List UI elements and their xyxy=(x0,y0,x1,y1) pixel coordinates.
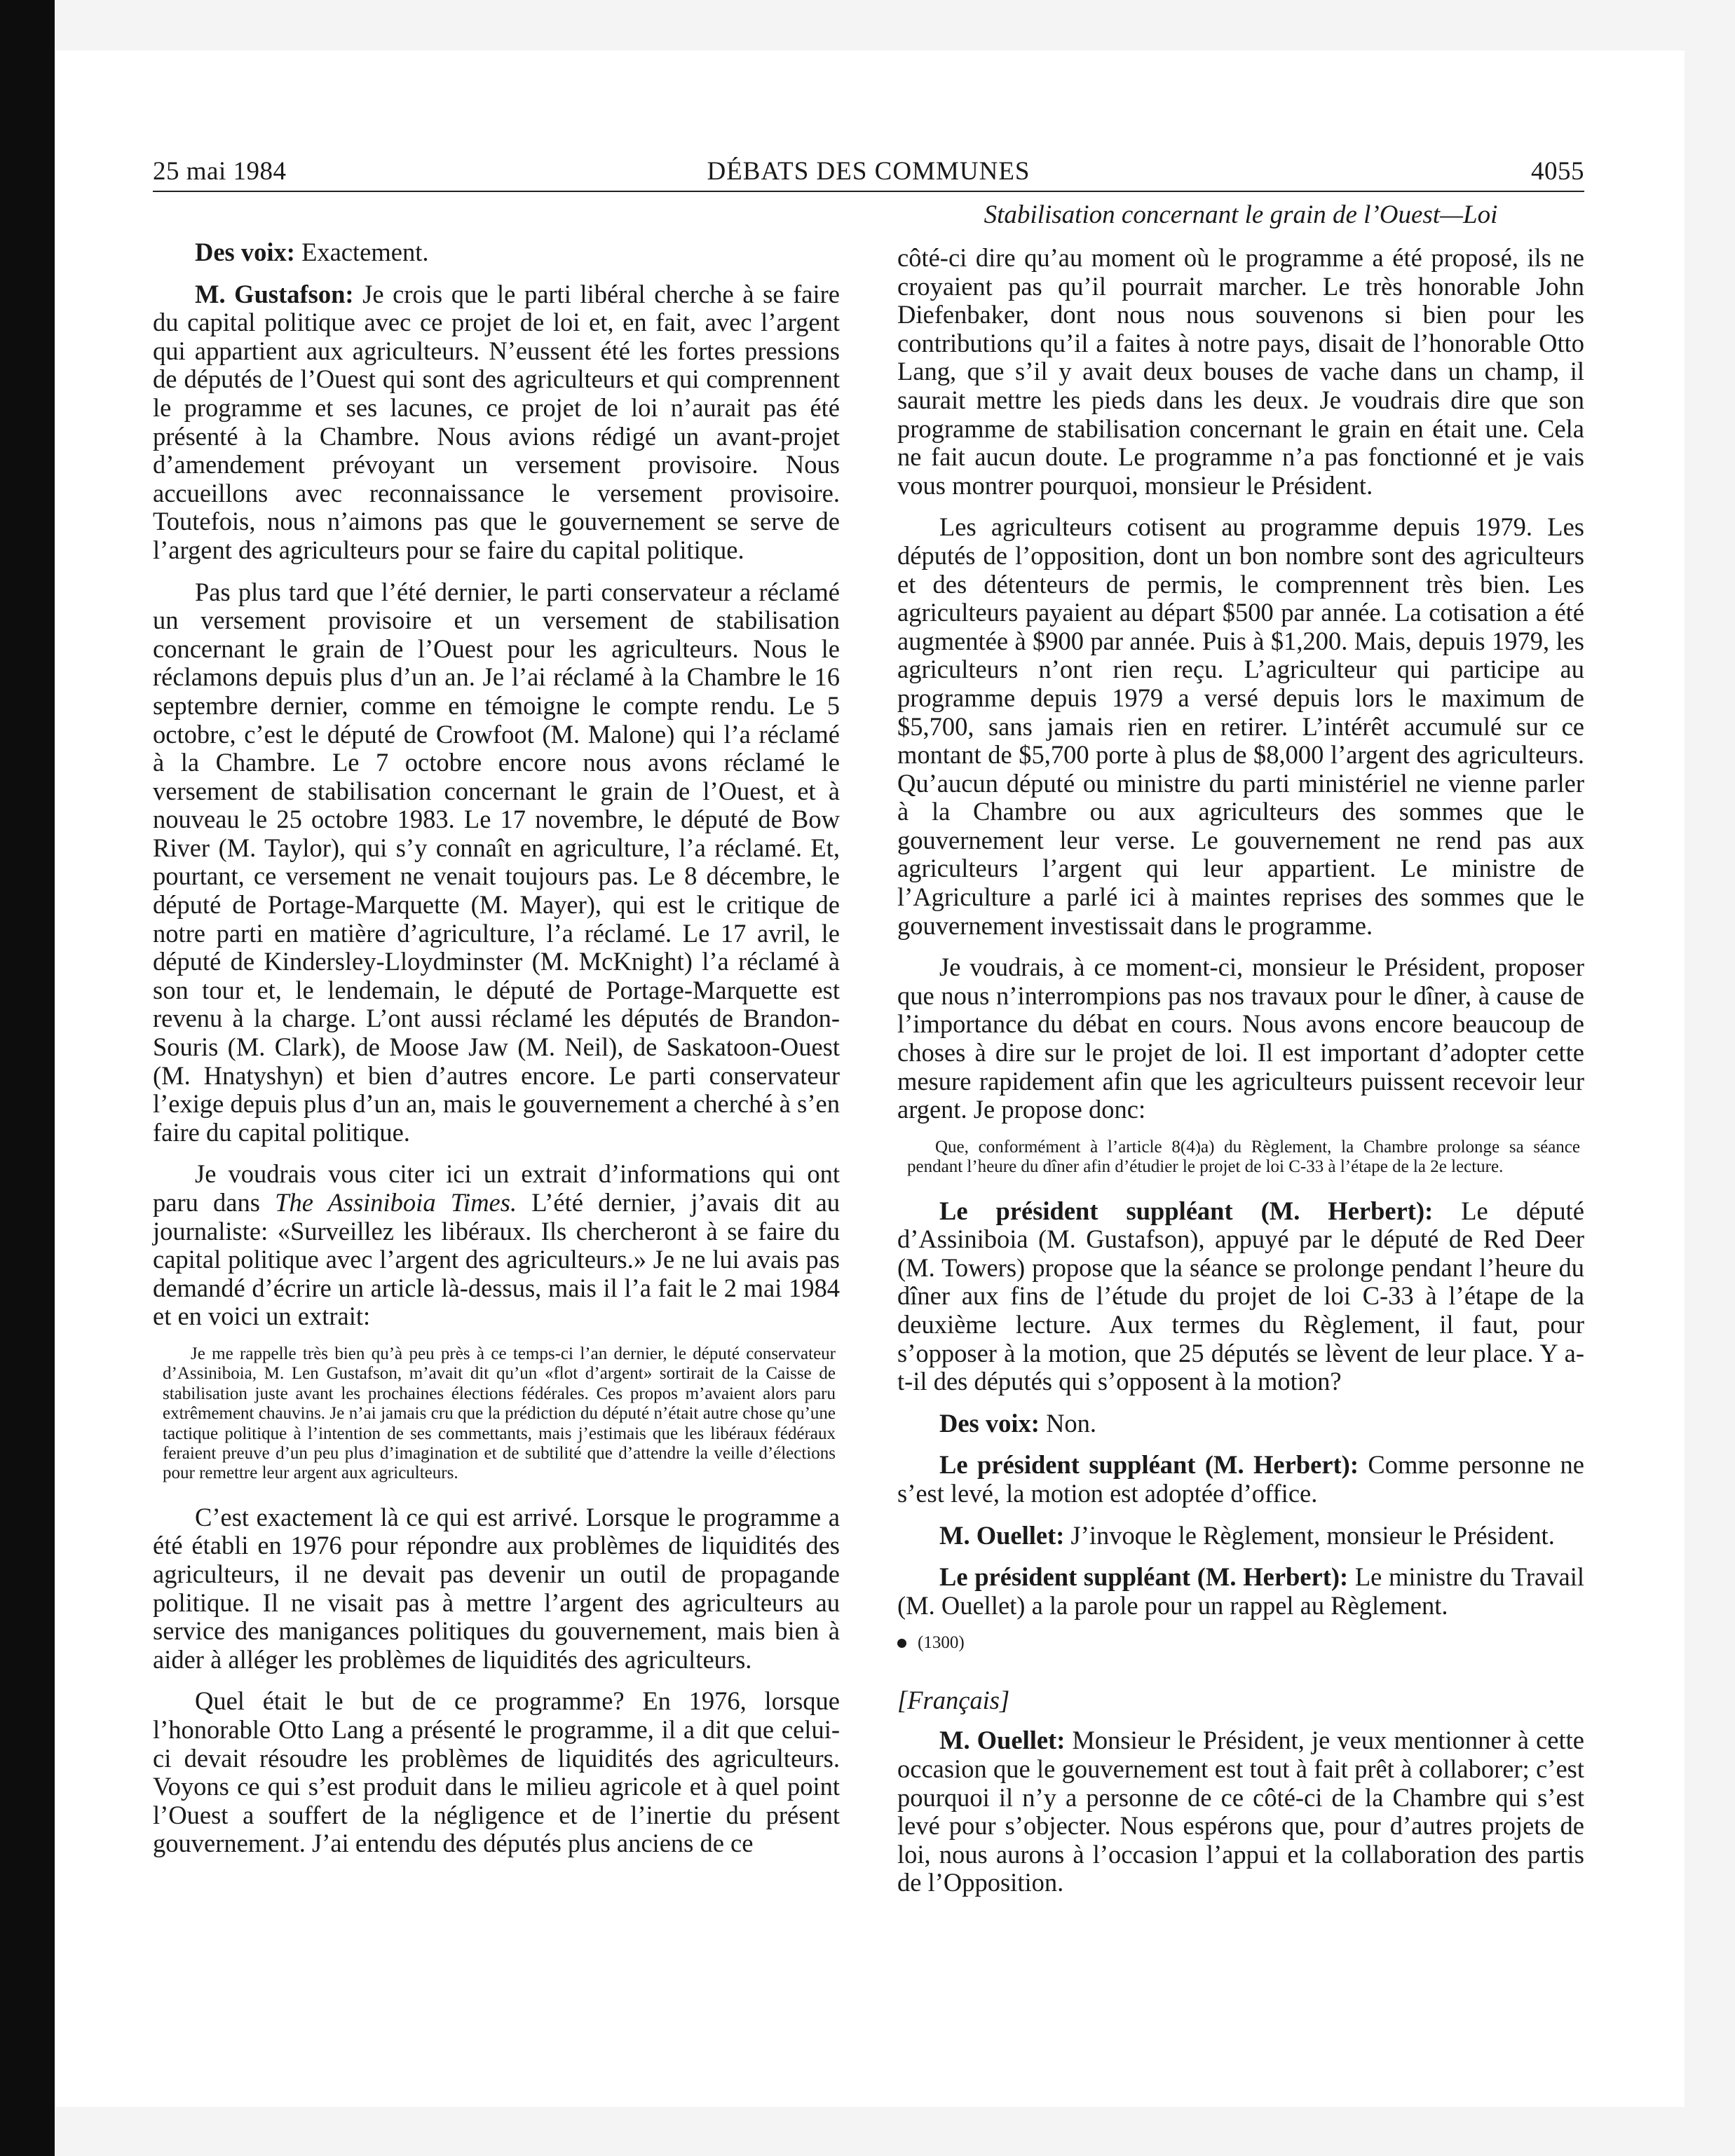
language-tag: [Français] xyxy=(897,1686,1010,1715)
speaker-name: Des voix: xyxy=(939,1408,1040,1438)
speech-text: Monsieur le Président, je veux mentionner à cette occasion que le gouvernement est tout à fait prêt à collaborer; c’est pourquoi il n’y a personne de ce côté-ci de la Chambre qui s’est levé pour s’objecter. Nous espérons que, pour d’autres projets de loi, nous aurons à l’occasion l’appui et la collaboration des partis de l’Opposition. xyxy=(897,1726,1584,1897)
bullet-icon xyxy=(897,1639,906,1648)
paragraph xyxy=(897,1410,1584,1438)
timestamp-marker xyxy=(897,1633,1584,1653)
scan-border-right xyxy=(1685,0,1735,2156)
paragraph: C’est exactement là ce qui est arrivé. Lorsque le programme a été établi en 1976 pour répondre aux problèmes de liquidités des agriculteurs, il ne devait pas devenir un outil de propagande politique. Il ne visait pas à mettre l’argent des agriculteurs au service des manigances politiques du gouvernement, mais bien à aider à alléger les problèmes de liquidités des agriculteurs. xyxy=(153,1502,840,1674)
paragraph: côté-ci dire qu’au moment où le programme a été proposé, ils ne croyaient pas qu’il pourrait marcher. Le très honorable John Diefenbaker, dont nous nous souvenons si bien pour les contributions qu’il a faites à notre pays, disait de l’honorable Otto Lang, que s’il y avait deux bouses de vache dans un champ, il saurait mettre les pieds dans les deux. Je voudrais dire que son programme de stabilisation concernant le grain en était une. Cela ne fait aucun doute. Le programme n’a pas fonctionné et je vais vous montrer pourquoi, monsieur le Président. xyxy=(897,243,1584,500)
paragraph xyxy=(153,280,840,565)
paragraph xyxy=(153,238,840,267)
paragraph: Je voudrais, à ce moment-ci, monsieur le Président, proposer que nous n’interrompions pas nos travaux pour le dîner, à cause de l’importance du débat en cours. Nous avons encore beaucoup de choses à dire sur le projet de loi. Il est important d’adopter cette mesure rapidement afin que les agriculteurs puissent recevoir leur argent. Je propose donc: xyxy=(897,953,1584,1124)
speech-text: L’été dernier, j’avais dit au journaliste: «Surveillez les libéraux. Ils chercheront à se faire du capital politique avec l’argent des agriculteurs.» Je ne lui avais pas demandé d’écrire un article là-dessus, mais il l’a fait le 2 mai 1984 et en voici un extrait: xyxy=(153,1188,840,1331)
scan-border-bottom xyxy=(55,2107,1735,2156)
speech-text: Exactement. xyxy=(294,238,429,266)
left-column xyxy=(153,238,840,1871)
hansard-page xyxy=(153,156,1584,2104)
header-title: DÉBATS DES COMMUNES xyxy=(707,157,1030,186)
speech-text: Le député d’Assiniboia (M. Gustafson), appuyé par le député de Red Deer (M. Towers) propose que la séance se prolonge pendant l’heure du dîner aux fins de l’étude du projet de loi C-33 à l’étape de la deuxième lecture. Aux termes du Règlement, il faut, pour s’opposer à la motion, que 25 députés se lèvent de leur place. Y a-t-il des députés qui s’opposent à la motion? xyxy=(897,1196,1584,1396)
paragraph xyxy=(897,1522,1584,1550)
header-page-number: 4055 xyxy=(1531,157,1584,186)
speaker-name: Le président suppléant (M. Herbert): xyxy=(939,1196,1434,1225)
scan-border-top xyxy=(55,0,1735,50)
speaker-name: M. Gustafson: xyxy=(195,279,354,308)
right-column xyxy=(897,196,1584,1911)
speaker-name: M. Ouellet: xyxy=(939,1520,1065,1550)
paragraph xyxy=(897,1563,1584,1620)
speaker-name: Le président suppléant (M. Herbert): xyxy=(939,1562,1349,1592)
speech-text: Le ministre du Travail (M. Ouellet) a la parole pour un rappel au Règlement. xyxy=(897,1562,1584,1620)
speech-text: J’invoque le Règlement, monsieur le Président. xyxy=(1064,1520,1555,1550)
paragraph xyxy=(897,1451,1584,1508)
page-header xyxy=(153,156,1584,192)
paragraph xyxy=(897,1726,1584,1897)
timestamp-text: (1300) xyxy=(918,1633,965,1653)
speech-text: Comme personne ne s’est levé, la motion est adoptée d’office. xyxy=(897,1450,1584,1508)
paragraph: Quel était le but de ce programme? En 1976, lorsque l’honorable Otto Lang a présenté le programme, il a dit que celui-ci devait résoudre les problèmes de liquidités des agriculteurs. Voyons ce qui s’est produit dans le milieu agricole et à quel point l’Ouest a souffert de la négligence et de l’inertie du présent gouvernement. J’ai entendu des députés plus anciens de ce xyxy=(153,1686,840,1858)
motion-text: Que, conformément à l’article 8(4)a) du Règlement, la Chambre prolonge sa séance pendant l’heure du dîner afin d’étudier le projet de loi C-33 à l’étape de la 2e lecture. xyxy=(907,1137,1580,1177)
speaker-name: M. Ouellet: xyxy=(939,1726,1066,1755)
speech-text: Je crois que le parti libéral cherche à se faire du capital politique avec ce projet de loi et, en fait, avec l’argent qui appartient aux agriculteurs. N’eussent été les fortes pressions de députés de l’Ouest qui sont des agriculteurs et qui comprennent le programme et ses lacunes, ce projet de loi n’aurait pas été présenté à la Chambre. Nous avions rédigé un avant-projet d’amendement prévoyant un versement provisoire. Nous accueillons avec reconnaissance le versement provisoire. Toutefois, nous n’aimons pas que le gouvernement se serve de l’argent des agriculteurs pour se faire du capital politique. xyxy=(153,279,840,564)
speaker-name: Le président suppléant (M. Herbert): xyxy=(939,1450,1359,1480)
paragraph: Les agriculteurs cotisent au programme depuis 1979. Les députés de l’opposition, dont un bon nombre sont des agriculteurs et des détenteurs de permis, le comprennent très bien. Les agriculteurs payaient au départ $500 par année. La cotisation a été augmentée à $900 par année. Puis à $1,200. Mais, depuis 1979, les agriculteurs n’ont rien reçu. L’agriculteur qui participe au programme depuis 1979 a versé depuis lors le maximum de $5,700, sans jamais rien en retirer. L’intérêt accumulé sur ce montant de $5,700 porte à plus de $8,000 l’argent des agriculteurs. Qu’aucun député ou ministre du parti ministériel ne vienne parler à la Chambre ou aux agriculteurs des sommes que le gouvernement leur verse. Le gouvernement ne rend pas aux agriculteurs l’argent qui leur appartient. Le ministre de l’Agriculture a parlé ici à maintes reprises des sommes que le gouvernement investissait dans le programme. xyxy=(897,512,1584,940)
text-columns xyxy=(153,196,1584,2089)
paragraph xyxy=(897,1197,1584,1396)
paragraph: Pas plus tard que l’été dernier, le parti conservateur a réclamé un versement provisoire et un versement de stabilisation concernant le grain de l’Ouest pour les agriculteurs. Nous le réclamons depuis plus d’un an. Je l’ai réclamé à la Chambre le 16 septembre dernier, comme en témoigne le compte rendu. Le 5 octobre, c’est le député de Crowfoot (M. Malone) qui l’a réclamé à la Chambre. Le 7 octobre encore nous avons réclamé le versement de stabilisation concernant le grain de l’Ouest, et à nouveau le 25 octobre 1983. Le 17 novembre, le député de Bow River (M. Taylor), qui s’y connaît en agriculture, l’a réclamé. Et, pourtant, ce versement ne venait toujours pas. Le 8 décembre, le député de Portage-Marquette (M. Mayer), qui est le critique de notre parti en matière d’agriculture, l’a réclamé. Le 17 avril, le député de Kindersley-Lloydminster (M. McKnight) l’a réclamé à son tour et, le lendemain, le député de Portage-Marquette est revenu à la charge. L’ont aussi réclamé les députés de Brandon-Souris (M. Clark), de Moose Jaw (M. Neil), de Saskatoon-Ouest (M. Hnatyshyn) et bien d’autres encore. Le parti conservateur l’exige depuis plus d’un an, mais le gouvernement a cherché à s’en faire du capital politique. xyxy=(153,577,840,1147)
running-title: Stabilisation concernant le grain de l’Ouest—Loi xyxy=(984,200,1498,229)
scan-border-left xyxy=(0,0,55,2156)
header-date: 25 mai 1984 xyxy=(153,157,287,186)
paragraph xyxy=(153,1160,840,1331)
speech-text: Non. xyxy=(1039,1408,1097,1438)
newspaper-title: The Assiniboia Times. xyxy=(275,1188,517,1217)
quoted-extract: Je me rappelle très bien qu’à peu près à ce temps-ci l’an dernier, le député conservateur d’Assiniboia, M. Len Gustafson, m’avait dit qu’un «flot d’argent» sortirait de la Caisse de stabilisation juste avant les prochaines élections fédérales. Ces propos m’avaient alors paru extrêmement chauvins. Je n’ai jamais cru que la prédiction du député n’était autre chose qu’une tactique politique à l’intention de ses commettants, mais j’estimais que les libéraux fédéraux feraient preuve d’un peu plus d’imagination et de subtilité que d’attendre la veille d’élections pour remettre leur argent aux agriculteurs. xyxy=(163,1344,836,1483)
speech-text: Je voudrais vous citer ici un extrait d’informations qui ont paru dans xyxy=(153,1159,840,1217)
speaker-name: Des voix: xyxy=(195,238,295,266)
